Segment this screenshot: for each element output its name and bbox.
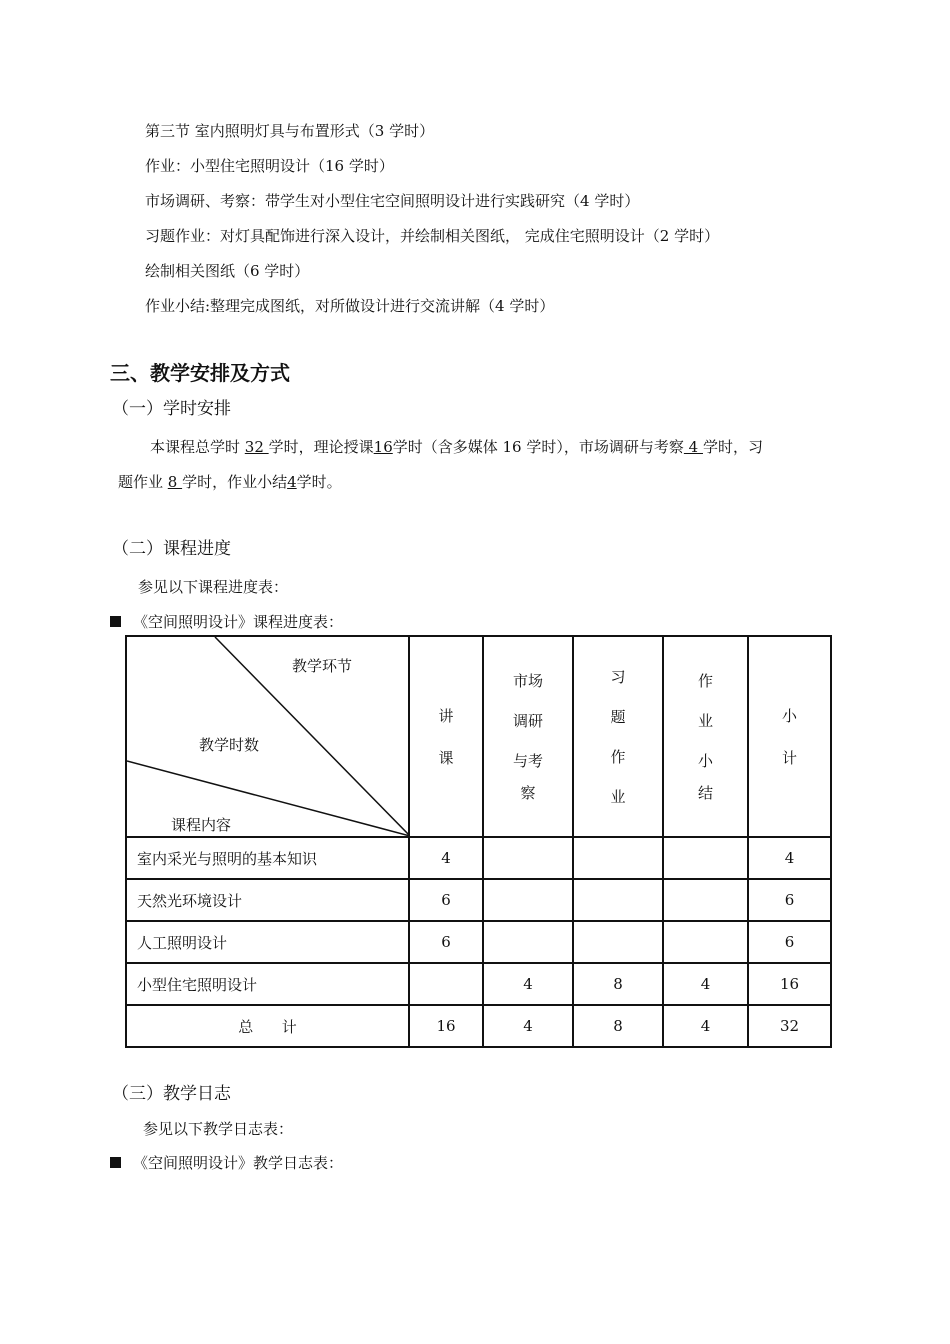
theory-hours: 16 <box>373 438 393 456</box>
cell-survey <box>483 879 573 921</box>
text: 学时，习 <box>702 438 763 456</box>
row-name: 室内采光与照明的基本知识 <box>126 837 409 879</box>
hours-paragraph-line1 <box>150 437 763 457</box>
section-title: 三、教学安排及方式 <box>110 361 290 385</box>
cell-exercise <box>573 921 663 963</box>
col-char: 业 <box>697 711 713 730</box>
total-label: 总 计 <box>126 1005 409 1047</box>
col-char: 讲 <box>438 706 454 725</box>
col-char: 结 <box>697 783 713 802</box>
cell-survey: 4 <box>483 963 573 1005</box>
col-char: 计 <box>781 748 797 767</box>
col-char: 作 <box>697 671 713 690</box>
intro-line: 市场调研、考察：带学生对小型住宅空间照明设计进行实践研究（4 学时） <box>145 192 640 210</box>
cell-lecture: 6 <box>409 921 483 963</box>
total-subtotal: 32 <box>748 1005 831 1047</box>
diagonal-lines <box>127 637 410 836</box>
summary-hours: 4 <box>287 473 297 491</box>
intro-line: 绘制相关图纸（6 学时） <box>145 262 310 280</box>
caption-text: 《空间照明设计》课程进度表： <box>133 613 344 631</box>
total-lecture: 16 <box>409 1005 483 1047</box>
diagonal-line-lower <box>127 761 410 836</box>
table-row <box>126 837 831 879</box>
subsection-title-hours: （一）学时安排 <box>112 399 231 419</box>
text: 本课程总学时 <box>150 438 245 456</box>
col-char: 与考 <box>512 751 543 770</box>
table-row <box>126 963 831 1005</box>
total-exercise: 8 <box>573 1005 663 1047</box>
progress-caption <box>110 612 343 632</box>
col-char: 课 <box>438 748 454 767</box>
cell-survey <box>483 921 573 963</box>
cell-exercise <box>573 879 663 921</box>
exercise-hours: 8 <box>167 473 183 491</box>
text: 学时，作业小结 <box>182 473 288 491</box>
col-char: 业 <box>610 787 626 806</box>
progress-table <box>125 635 832 1048</box>
text: 学时（含多媒体 16 学时），市场调研与考察 <box>392 438 684 456</box>
corner-label-content: 课程内容 <box>171 816 232 834</box>
cell-summary <box>663 837 748 879</box>
cell-subtotal: 4 <box>748 837 831 879</box>
col-char: 市场 <box>512 671 543 690</box>
text: 学时。 <box>296 473 342 491</box>
subsection-title-progress: （二）课程进度 <box>112 539 231 559</box>
cell-summary <box>663 879 748 921</box>
col-char: 小 <box>781 706 797 725</box>
cell-subtotal: 16 <box>748 963 831 1005</box>
table-row <box>126 879 831 921</box>
total-summary: 4 <box>663 1005 748 1047</box>
cell-subtotal: 6 <box>748 921 831 963</box>
col-char: 察 <box>520 783 536 802</box>
col-header-summary <box>663 636 748 837</box>
table-total-row <box>126 1005 831 1047</box>
intro-line: 作业小结:整理完成图纸，对所做设计进行交流讲解（4 学时） <box>145 297 555 315</box>
cell-summary: 4 <box>663 963 748 1005</box>
row-name: 小型住宅照明设计 <box>126 963 409 1005</box>
cell-lecture: 6 <box>409 879 483 921</box>
log-caption <box>110 1153 343 1173</box>
intro-line: 习题作业：对灯具配饰进行深入设计，并绘制相关图纸， 完成住宅照明设计（2 学时） <box>145 227 720 245</box>
corner-label-hours: 教学时数 <box>199 736 260 754</box>
survey-hours: 4 <box>683 438 703 456</box>
col-char: 小 <box>697 751 713 770</box>
total-hours: 32 <box>244 438 269 456</box>
col-char: 题 <box>610 707 626 726</box>
text: 学时，理论授课 <box>268 438 374 456</box>
caption-text: 《空间照明设计》教学日志表： <box>133 1154 344 1172</box>
cell-survey <box>483 837 573 879</box>
progress-note: 参见以下课程进度表： <box>138 578 289 596</box>
intro-line: 第三节 室内照明灯具与布置形式（3 学时） <box>145 122 435 140</box>
square-bullet-icon <box>110 1157 121 1168</box>
corner-label-stage: 教学环节 <box>292 657 353 675</box>
cell-exercise <box>573 837 663 879</box>
row-name: 人工照明设计 <box>126 921 409 963</box>
col-header-subtotal <box>748 636 831 837</box>
col-char: 调研 <box>512 711 543 730</box>
subsection-title-log: （三）教学日志 <box>112 1084 231 1104</box>
col-header-survey <box>483 636 573 837</box>
col-char: 习 <box>610 667 626 686</box>
cell-exercise: 8 <box>573 963 663 1005</box>
cell-summary <box>663 921 748 963</box>
table-header-row <box>126 636 831 837</box>
cell-lecture <box>409 963 483 1005</box>
log-note: 参见以下教学日志表： <box>143 1120 294 1138</box>
corner-header-cell <box>126 636 409 837</box>
text: 题作业 <box>118 473 168 491</box>
total-survey: 4 <box>483 1005 573 1047</box>
table-row <box>126 921 831 963</box>
intro-line: 作业：小型住宅照明设计（16 学时） <box>145 157 394 175</box>
col-header-lecture <box>409 636 483 837</box>
square-bullet-icon <box>110 616 121 627</box>
row-name: 天然光环境设计 <box>126 879 409 921</box>
col-header-exercise <box>573 636 663 837</box>
cell-lecture: 4 <box>409 837 483 879</box>
hours-paragraph-line2 <box>118 472 342 492</box>
col-char: 作 <box>610 747 626 766</box>
cell-subtotal: 6 <box>748 879 831 921</box>
